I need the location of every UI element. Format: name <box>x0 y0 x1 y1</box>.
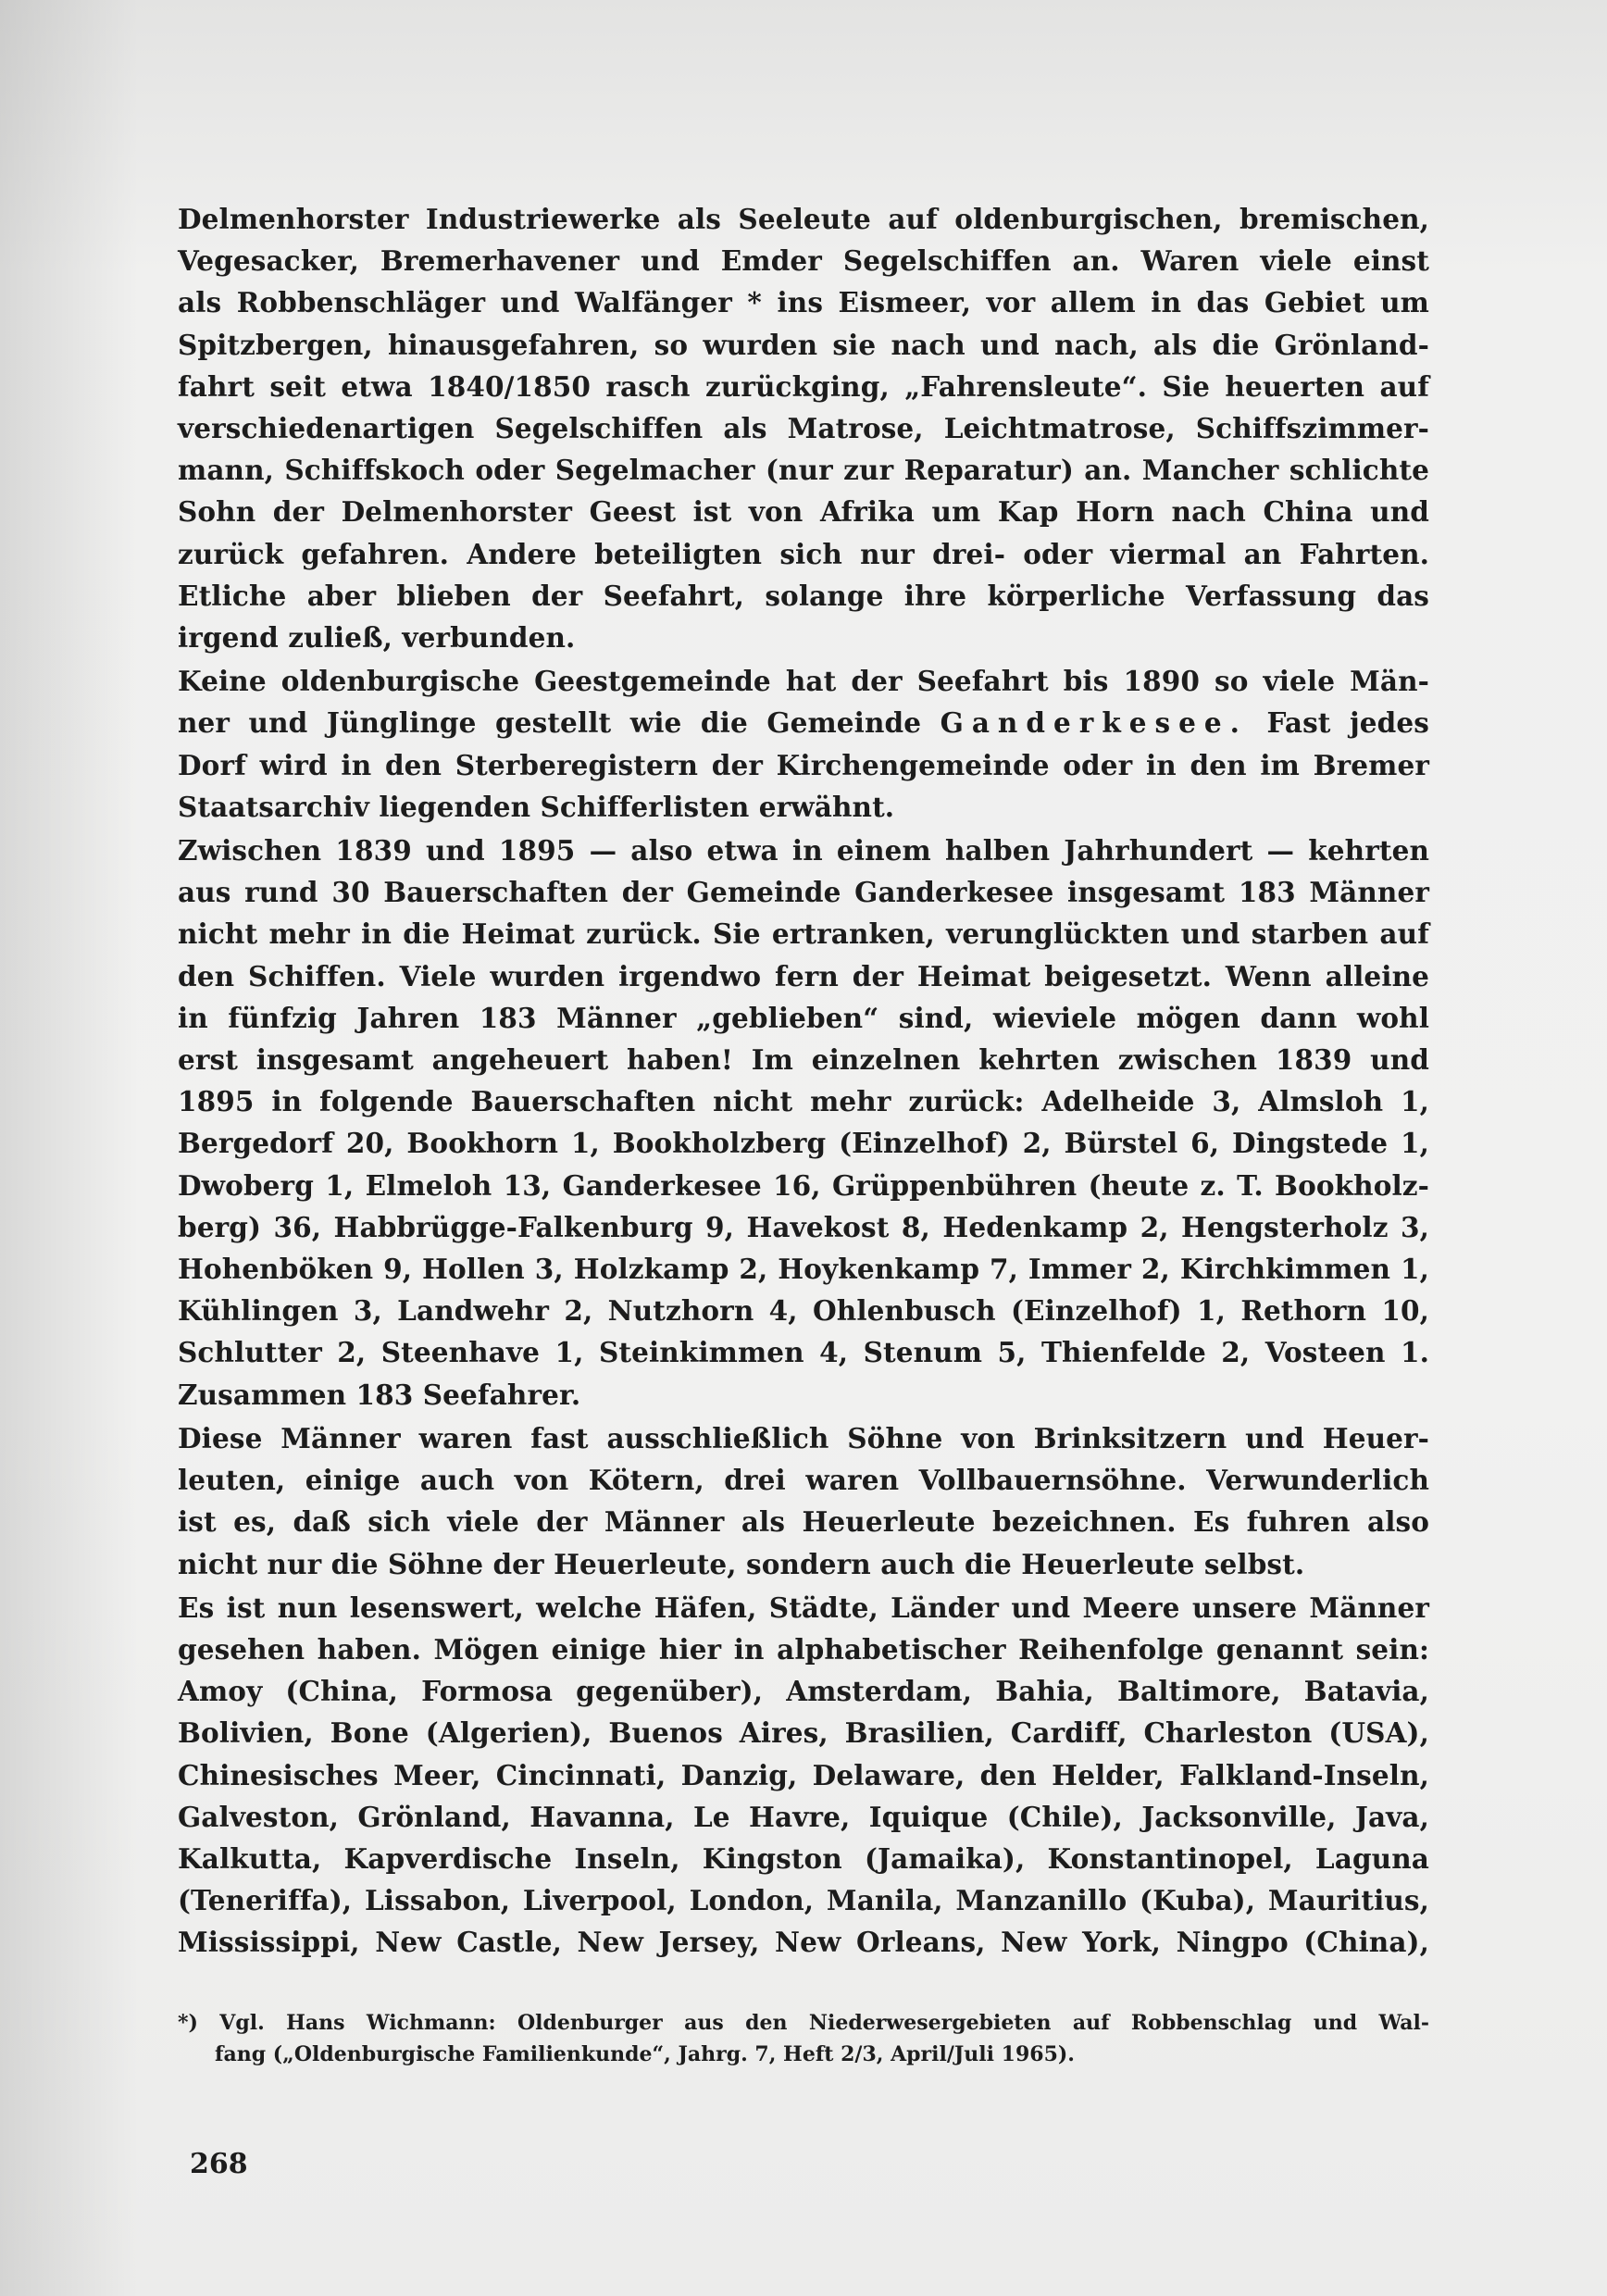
text-line: fahrt seit etwa 1840/1850 rasch zurückging, „Fahrensleute“. Sie heuerten auf <box>178 369 1429 403</box>
text-line: Zusammen 183 Seefahrer. <box>178 1378 581 1411</box>
text-line: 1895 in folgende Bauerschaften nicht mehr zurück: Adelheide 3, Almsloh 1, <box>178 1085 1429 1118</box>
paragraph-2 <box>178 660 1429 828</box>
text-fragment: ner und Jünglinge gestellt wie die Gemeinde <box>178 706 922 740</box>
text-line: Amoy (China, Formosa gegenüber), Amsterdam, Bahia, Baltimore, Batavia, <box>178 1675 1429 1708</box>
text-line: Staatsarchiv liegenden Schifferlisten erwähnt. <box>178 790 895 823</box>
text-line: Bergedorf 20, Bookhorn 1, Bookholzberg (Einzelhof) 2, Bürstel 6, Dingstede 1, <box>178 1127 1429 1160</box>
text-line: berg) 36, Habbrügge-Falkenburg 9, Havekost 8, Hedenkamp 2, Hengsterholz 3, <box>178 1210 1429 1243</box>
text-line: gesehen haben. Mögen einige hier in alphabetischer Reihenfolge genannt sein: <box>178 1632 1429 1666</box>
text-line: Spitzbergen, hinausgefahren, so wurden sie nach und nach, als die Grönland- <box>178 328 1429 361</box>
text-line: Kalkutta, Kapverdische Inseln, Kingston (Jamaika), Konstantinopel, Laguna <box>178 1841 1429 1875</box>
text-line: ist es, daß sich viele der Männer als Heuerleute bezeichnen. Es fuhren also <box>178 1505 1429 1539</box>
page-number: 268 <box>190 2148 248 2180</box>
text-line: Kühlingen 3, Landwehr 2, Nutzhorn 4, Ohlenbusch (Einzelhof) 1, Rethorn 10, <box>178 1294 1429 1328</box>
text-fragment: Fast jedes <box>1266 706 1429 740</box>
text-line: Hohenböken 9, Hollen 3, Holzkamp 2, Hoykenkamp 7, Immer 2, Kirchkimmen 1, <box>178 1253 1429 1286</box>
text-line: aus rund 30 Bauerschaften der Gemeinde Ganderkesee insgesamt 183 Männer <box>178 876 1429 909</box>
footnote <box>178 2007 1429 2070</box>
text-line: Dwoberg 1, Elmeloh 13, Ganderkesee 16, Grüppenbühren (heute z. T. Bookholz- <box>178 1168 1429 1202</box>
footnote-line: *) Vgl. Hans Wichmann: Oldenburger aus den Niederwesergebieten auf Robbenschlag und Wal- <box>178 2011 1429 2035</box>
text-line: Vegesacker, Bremerhavener und Emder Segelschiffen an. Waren viele einst <box>178 244 1429 278</box>
spaced-word: Ganderkesee. <box>940 706 1248 740</box>
text-line: Mississippi, New Castle, New Jersey, New Orleans, New York, Ningpo (China), <box>178 1926 1429 1959</box>
text-line: den Schiffen. Viele wurden irgendwo fern der Heimat beigesetzt. Wenn alleine <box>178 959 1429 992</box>
text-line: als Robbenschläger und Walfänger * ins Eismeer, vor allem in das Gebiet um <box>178 286 1429 319</box>
text-line: Es ist nun lesenswert, welche Häfen, Städte, Länder und Meere unsere Männer <box>178 1591 1429 1624</box>
text-line: Etliche aber blieben der Seefahrt, solange ihre körperliche Verfassung das <box>178 579 1429 612</box>
text-line: verschiedenartigen Segelschiffen als Matrose, Leichtmatrose, Schiffszimmer- <box>178 412 1429 445</box>
text-line: in fünfzig Jahren 183 Männer „geblieben“ sind, wieviele mögen dann wohl <box>178 1001 1429 1034</box>
text-line: Dorf wird in den Sterberegistern der Kirchengemeinde oder in den im Bremer <box>178 748 1429 781</box>
text-line: Zwischen 1839 und 1895 — also etwa in einem halben Jahrhundert — kehrten <box>178 834 1429 867</box>
text-line: nicht nur die Söhne der Heuerleute, sondern auch die Heuerleute selbst. <box>178 1547 1305 1580</box>
text-line: Chinesisches Meer, Cincinnati, Danzig, Delaware, den Helder, Falkland-Inseln, <box>178 1758 1429 1791</box>
text-line: Galveston, Grönland, Havanna, Le Havre, Iquique (Chile), Jacksonville, Java, <box>178 1800 1429 1833</box>
paragraph-1 <box>178 198 1429 658</box>
paragraph-5 <box>178 1587 1429 1964</box>
text-line: nicht mehr in die Heimat zurück. Sie ertranken, verunglückten und starben auf <box>178 917 1429 951</box>
text-line: Bolivien, Bone (Algerien), Buenos Aires, Brasilien, Cardiff, Charleston (USA), <box>178 1716 1429 1750</box>
text-line: (Teneriffa), Lissabon, Liverpool, London, Manila, Manzanillo (Kuba), Mauritius, <box>178 1884 1429 1917</box>
footnote-line: fang („Oldenburgische Familienkunde“, Jahrg. 7, Heft 2/3, April/Juli 1965). <box>215 2042 1075 2066</box>
text-line: Sohn der Delmenhorster Geest ist von Afrika um Kap Horn nach China und <box>178 495 1429 529</box>
text-line-with-spaced-word <box>178 702 1429 743</box>
body-text <box>178 198 1429 1977</box>
text-line: zurück gefahren. Andere beteiligten sich nur drei- oder viermal an Fahrten. <box>178 537 1429 570</box>
text-line: mann, Schiffskoch oder Segelmacher (nur zur Reparatur) an. Mancher schlichte <box>178 454 1429 487</box>
text-line: irgend zuließ, verbunden. <box>178 621 576 655</box>
text-line: Keine oldenburgische Geestgemeinde hat der Seefahrt bis 1890 so viele Män- <box>178 665 1429 698</box>
paragraph-3 <box>178 830 1429 1416</box>
text-line: Diese Männer waren fast ausschließlich Söhne von Brinksitzern und Heuer- <box>178 1421 1429 1454</box>
text-line: leuten, einige auch von Kötern, drei waren Vollbauernsöhne. Verwunderlich <box>178 1464 1429 1497</box>
text-line: Delmenhorster Industriewerke als Seeleute auf oldenburgischen, bremischen, <box>178 203 1429 235</box>
text-line: Schlutter 2, Steenhave 1, Steinkimmen 4, Stenum 5, Thienfelde 2, Vosteen 1. <box>178 1336 1429 1369</box>
text-line: erst insgesamt angeheuert haben! Im einzelnen kehrten zwischen 1839 und <box>178 1043 1429 1077</box>
paragraph-4 <box>178 1417 1429 1585</box>
